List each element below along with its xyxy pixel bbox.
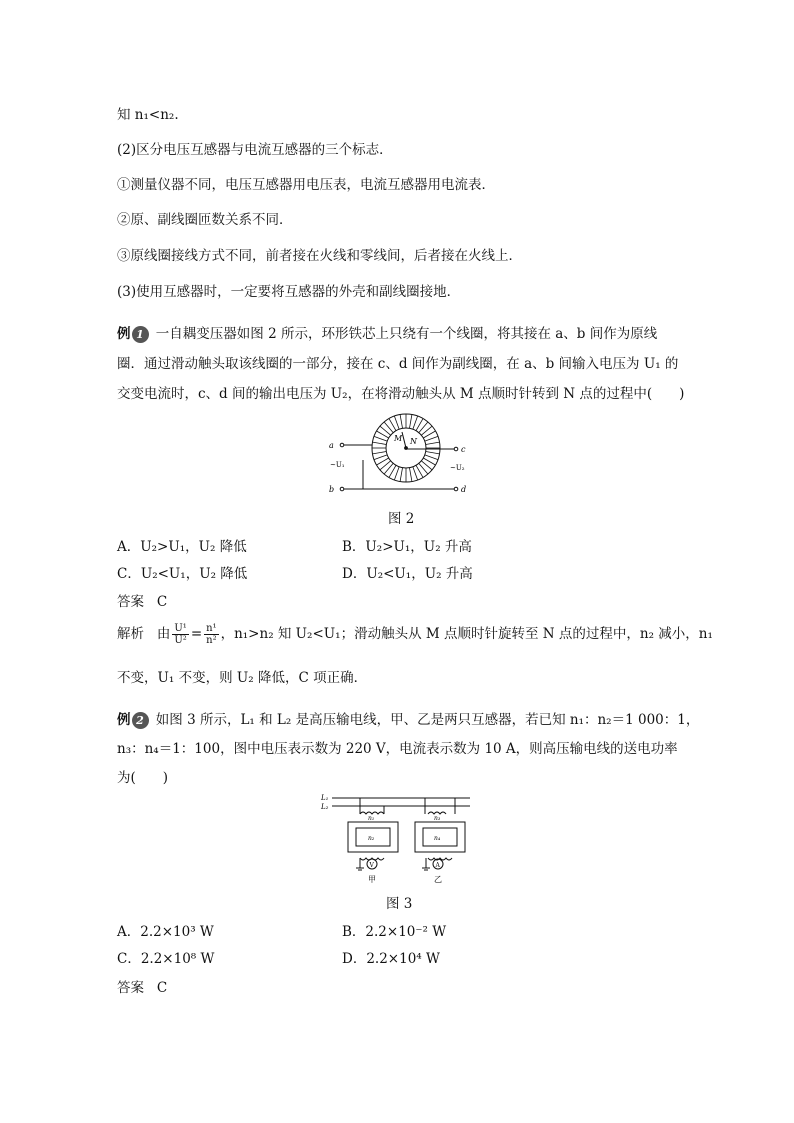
text-line-1: 知 n₁<n₂. xyxy=(117,107,179,123)
label-yi: 乙 xyxy=(434,875,442,884)
text-line-2: (2)区分电压互感器与电流互感器的三个标志． xyxy=(117,142,393,158)
example-1-line-1 xyxy=(117,322,657,343)
example-2-line-3: 为( ) xyxy=(117,770,169,786)
example-1-line-3: 交变电流时，c、d 间的输出电压为 U₂，在将滑动触头从 M 点顺时针转到 N 点的过程中( ) xyxy=(117,386,685,402)
coil-turn xyxy=(409,415,411,429)
answer-value: C xyxy=(156,980,168,996)
figure-2-autotransformer xyxy=(326,410,476,500)
option-a: A．2.2×10³ W xyxy=(117,924,214,940)
slider-contact xyxy=(402,432,406,448)
coil-turn xyxy=(425,436,438,441)
analysis-line-1: 解析 由 $\frac{\text{U¹}}{\text{U²}}$ = $\frac{\text{n¹}}{\text{n²}}$ ，n₁>n₂ 知 U₂<U₁；滑动触头从 M 点顺时针旋转至 N 点的过程中，n₂ 减小，n₁ xyxy=(117,623,713,646)
coil-turn xyxy=(394,416,399,429)
coil-turn xyxy=(413,416,418,429)
example-number-badge: 1 xyxy=(132,326,149,343)
option-a: A．U₂>U₁，U₂ 降低 xyxy=(117,539,247,555)
coil-turn xyxy=(400,468,402,482)
fraction-u: $\frac{\text{U¹}}{\text{U²}}$ xyxy=(174,623,187,646)
label-c: c xyxy=(461,445,466,454)
coil-turn xyxy=(373,451,387,453)
example-2-line-2: n₃：n₄＝1：100，图中电压表示数为 220 V，电流表示数为 10 A，则高压输电线的送电功率 xyxy=(117,741,678,757)
answer-value: C xyxy=(156,594,168,610)
analysis-line-2: 不变，U₁ 不变，则 U₂ 降低，C 项正确． xyxy=(117,670,368,686)
analysis-pre: 由 xyxy=(156,626,171,642)
label-a: a xyxy=(329,441,334,450)
coil-turn xyxy=(374,436,387,441)
option-b: B．U₂>U₁，U₂ 升高 xyxy=(342,539,472,555)
answer-1 xyxy=(117,590,167,610)
figure-3-caption: 图 3 xyxy=(386,896,413,912)
terminal-c xyxy=(454,447,458,451)
answer-label: 答案 xyxy=(117,980,144,996)
label-l2: L₂ xyxy=(321,803,329,811)
label-b: b xyxy=(329,485,335,494)
terminal-a xyxy=(340,443,344,447)
coil-turn xyxy=(426,442,440,444)
coil-turn xyxy=(426,451,440,453)
text-line-5: ③原线圈接线方式不同，前者接在火线和零线间，后者接在火线上． xyxy=(117,248,522,264)
label-n4: n₄ xyxy=(434,835,441,842)
label-u2: ~U₂ xyxy=(450,464,465,472)
figure-3-transformers xyxy=(320,790,475,885)
option-c: C．2.2×10⁸ W xyxy=(117,951,215,967)
coil-turn xyxy=(394,467,399,480)
coil-turn xyxy=(373,442,387,444)
example-1-line-2: 圈．通过滑动触头取该线圈的一部分，接在 c、d 间作为副线圈，在 a、b 间输入电压为 U₁ 的 xyxy=(117,356,679,372)
label-jia: 甲 xyxy=(368,875,376,884)
terminal-d xyxy=(454,487,458,491)
label-v: V xyxy=(369,862,374,869)
option-c: C．U₂<U₁，U₂ 降低 xyxy=(117,566,248,582)
example-label: 例 xyxy=(117,712,131,728)
option-d: D．U₂<U₁，U₂ 升高 xyxy=(342,566,473,582)
example-2-text-1: 如图 3 所示，L₁ 和 L₂ 是高压输电线，甲、乙是两只互感器，若已知 n₁：n₂＝1 000：1， xyxy=(155,712,700,728)
coil-turn xyxy=(425,455,438,460)
example-number-badge: 2 xyxy=(132,712,149,729)
coil-turn xyxy=(409,468,411,482)
example-label: 例 xyxy=(117,326,131,342)
label-m: M xyxy=(394,434,403,443)
label-n2: n₂ xyxy=(368,835,375,842)
text-line-3: ①测量仪器不同，电压互感器用电压表，电流互感器用电流表． xyxy=(117,177,495,193)
label-n: N xyxy=(410,437,417,446)
fraction-n: $\frac{\text{n¹}}{\text{n²}}$ xyxy=(206,623,217,646)
example-2-line-1 xyxy=(117,708,699,729)
coil-turn xyxy=(400,415,402,429)
label-u1: ~U₁ xyxy=(330,461,345,469)
label-l1: L₁ xyxy=(321,794,329,802)
coil-n3 xyxy=(428,812,446,814)
analysis-label: 解析 xyxy=(117,626,144,642)
label-d: d xyxy=(461,485,467,494)
analysis-rest: ，n₁>n₂ 知 U₂<U₁；滑动触头从 M 点顺时针旋转至 N 点的过程中，n₂ 减小，n₁ xyxy=(220,626,713,642)
label-n3: n₃ xyxy=(434,815,441,822)
label-n1: n₁ xyxy=(368,815,375,822)
text-line-4: ②原、副线圈匝数关系不同． xyxy=(117,212,293,228)
answer-2 xyxy=(117,976,167,996)
terminal-b xyxy=(340,487,344,491)
option-d: D．2.2×10⁴ W xyxy=(342,951,440,967)
label-a-meter: A xyxy=(435,862,440,869)
coil-n1 xyxy=(360,812,384,814)
option-b: B．2.2×10⁻² W xyxy=(342,924,447,940)
text-line-6: (3)使用互感器时，一定要将互感器的外壳和副线圈接地． xyxy=(117,284,461,300)
example-1-text-1: 一自耦变压器如图 2 所示，环形铁芯上只绕有一个线圈，将其接在 a、b 间作为原线 xyxy=(155,326,658,342)
figure-2-caption: 图 2 xyxy=(388,511,415,527)
answer-label: 答案 xyxy=(117,594,144,610)
coil-turn xyxy=(374,455,387,460)
coil-turn xyxy=(413,467,418,480)
